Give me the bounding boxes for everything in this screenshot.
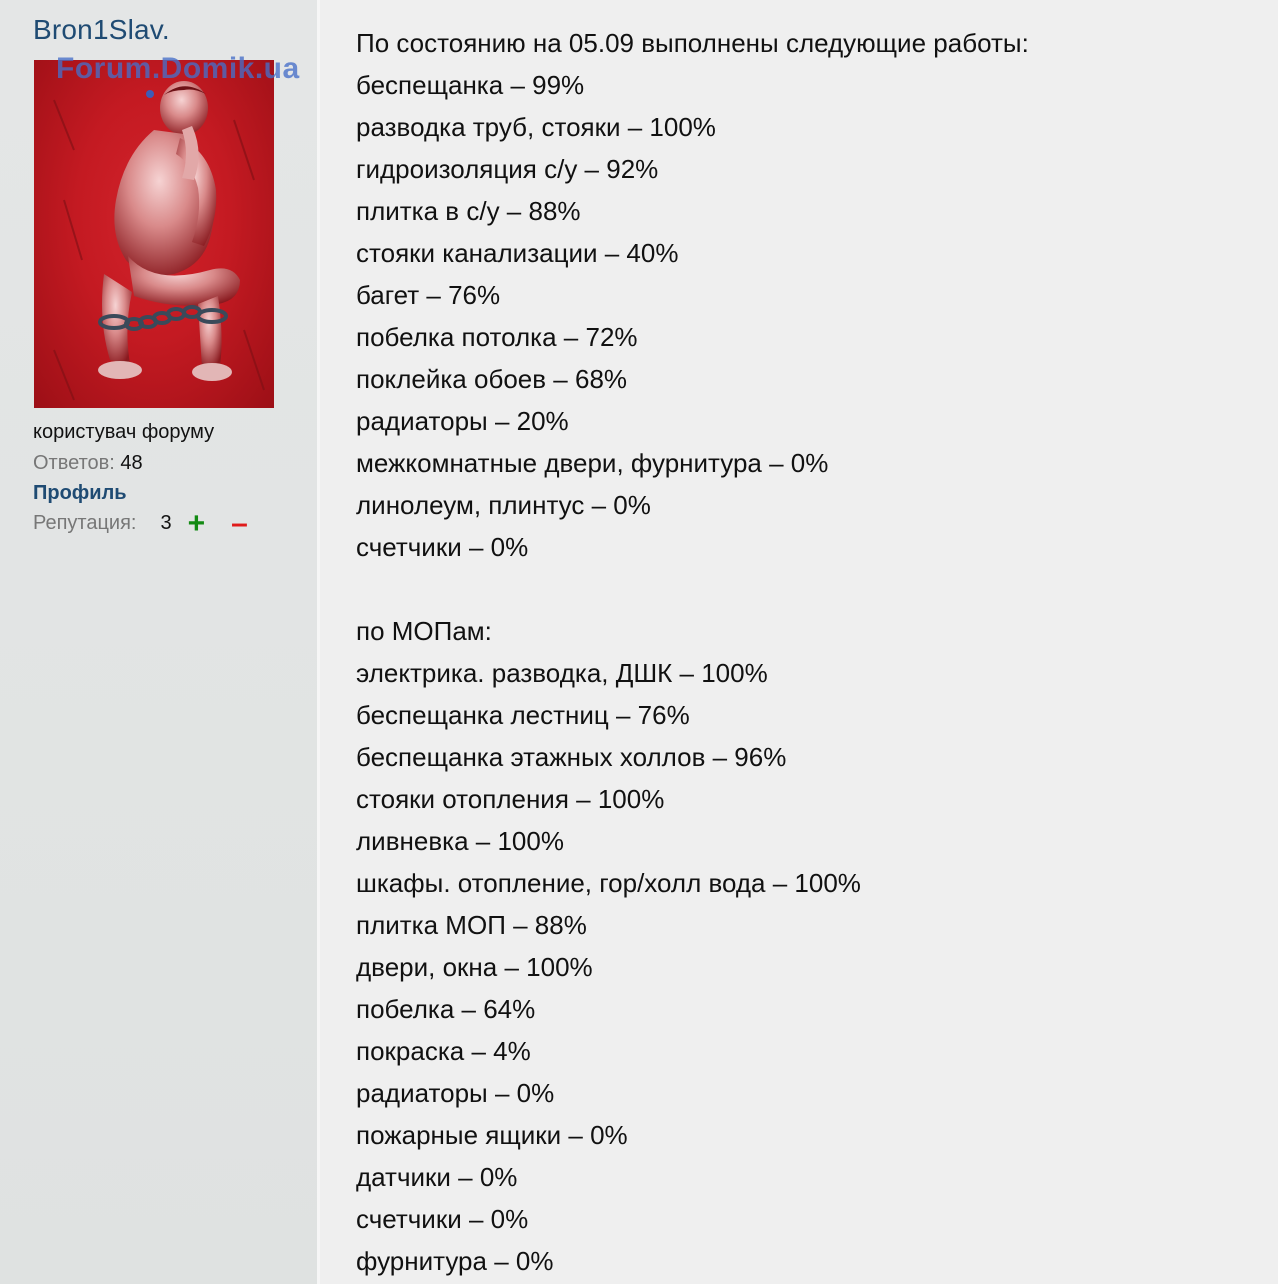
reputation (33, 506, 248, 540)
post-count-value: 48 (120, 452, 143, 474)
thinker-statue-image (34, 60, 274, 408)
user-info-panel (0, 0, 320, 1284)
mop-heading: по МОПам: (356, 616, 492, 646)
list-item: счетчики – 0% (356, 532, 529, 562)
list-item: линолеум, плинтус – 0% (356, 490, 651, 520)
list-item: радиаторы – 20% (356, 406, 569, 436)
post-content (320, 0, 1278, 1284)
post-count-label: Ответов: (33, 452, 115, 474)
forum-watermark: Forum.Domik.ua (56, 52, 300, 85)
list-item: пожарные ящики – 0% (356, 1120, 628, 1150)
profile-link[interactable]: Профиль (33, 482, 127, 504)
list-item: разводка труб, стояки – 100% (356, 112, 716, 142)
list-item: плитка МОП – 88% (356, 910, 587, 940)
post-intro: По состоянию на 05.09 выполнены следующие работы: (356, 28, 1029, 58)
list-item: двери, окна – 100% (356, 952, 593, 982)
reputation-label: Репутация: (33, 512, 137, 534)
list-item: плитка в с/у – 88% (356, 196, 581, 226)
list-item: беспещанка – 99% (356, 70, 585, 100)
username-link[interactable]: Bron1Slav. (33, 14, 170, 45)
list-item: электрика. разводка, ДШК – 100% (356, 658, 768, 688)
list-item: ливневка – 100% (356, 826, 564, 856)
user-rank: користувач форуму (33, 421, 215, 443)
avatar (34, 60, 274, 408)
list-item: покраска – 4% (356, 1036, 531, 1066)
list-item: фурнитура – 0% (356, 1246, 554, 1276)
list-item: шкафы. отопление, гор/холл вода – 100% (356, 868, 861, 898)
list-item: межкомнатные двери, фурнитура – 0% (356, 448, 829, 478)
list-item: поклейка обоев – 68% (356, 364, 628, 394)
post-body (356, 22, 1256, 1282)
list-item: побелка – 64% (356, 994, 536, 1024)
list-item: стояки канализации – 40% (356, 238, 679, 268)
reputation-plus-button[interactable]: + (187, 506, 206, 540)
list-item: беспещанка лестниц – 76% (356, 700, 690, 730)
list-item: стояки отопления – 100% (356, 784, 665, 814)
post-count (33, 452, 143, 475)
reputation-minus-button[interactable]: – (231, 506, 248, 540)
list-item: радиаторы – 0% (356, 1078, 555, 1108)
blank-line (356, 568, 1256, 610)
reputation-value: 3 (160, 512, 172, 534)
list-item: датчики – 0% (356, 1162, 518, 1192)
list-item: багет – 76% (356, 280, 501, 310)
list-item: беспещанка этажных холлов – 96% (356, 742, 787, 772)
list-item: побелка потолка – 72% (356, 322, 638, 352)
list-item: гидроизоляция с/у – 92% (356, 154, 659, 184)
list-item: счетчики – 0% (356, 1204, 529, 1234)
